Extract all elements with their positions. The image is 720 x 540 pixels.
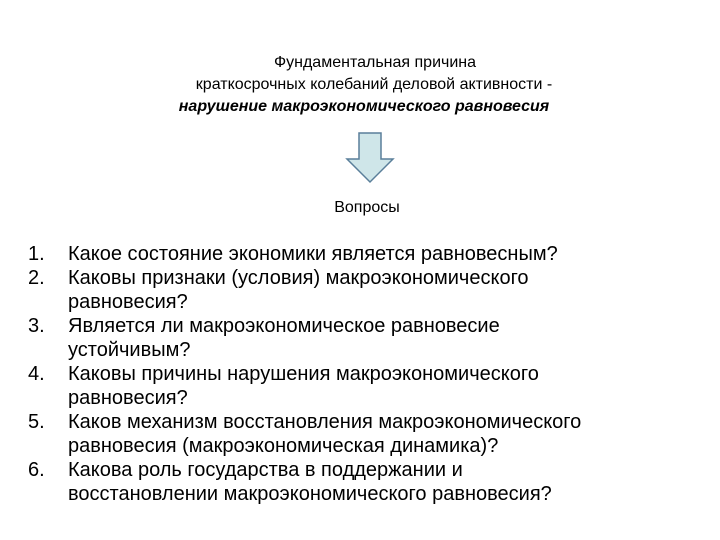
list-item-text: Является ли макроэкономическое равновесие устойчивым? <box>68 315 500 361</box>
list-item-text: Какова роль государства в поддержании и восстановлении макроэкономического равновесия? <box>68 459 552 505</box>
questions-list <box>28 242 708 506</box>
list-item-number: 3. <box>28 315 45 337</box>
header-line-1: Фундаментальная причина <box>273 54 477 71</box>
list-item <box>28 410 708 458</box>
down-arrow-icon <box>345 132 395 184</box>
list-item <box>28 266 708 314</box>
list-item <box>28 362 708 410</box>
list-item-text: Каковы причины нарушения макроэкономического равновесия? <box>68 363 539 409</box>
list-item-text: Каков механизм восстановления макроэкономического равновесия (макроэкономическая динамика)? <box>68 411 582 457</box>
list-item-text: Какое состояние экономики является равновесным? <box>68 243 558 265</box>
list-item-text: Каковы признаки (условия) макроэкономического равновесия? <box>68 267 529 313</box>
list-item <box>28 314 708 362</box>
slide-header <box>120 52 620 118</box>
list-item <box>28 242 708 266</box>
list-item-number: 5. <box>28 411 45 433</box>
list-item <box>28 458 708 506</box>
list-item-number: 1. <box>28 243 45 265</box>
questions-heading: Вопросы <box>334 199 400 216</box>
header-line-3: нарушение макроэкономического равновесия <box>178 98 550 115</box>
header-line-2: краткосрочных колебаний деловой активности - <box>195 76 553 93</box>
list-item-number: 6. <box>28 459 45 481</box>
list-item-number: 2. <box>28 267 45 289</box>
list-item-number: 4. <box>28 363 45 385</box>
